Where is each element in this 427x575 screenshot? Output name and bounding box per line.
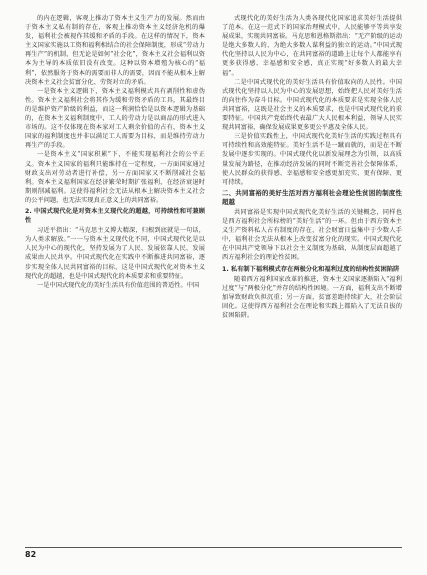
paragraph: 三是价值实践性上，中国式现代化美好生活的实践过程具有可持续性和高效能特征。美好生活不是一蹴而就的，而是在不断发展中逐步实现的。中国式现代化以新发展理念为引领，以高质量发展为路径，在推动经济发展的同时不断完善社会保障体系，使人民群众的获得感、幸福感和安全感更加充实、更有保障、更可持续。	[222, 133, 402, 186]
subsection-heading: 2. 中国式现代化是对资本主义现代化的超越，可持续性和可兼顾性	[25, 207, 205, 225]
paragraph: 的内在逻辑，客观上推动了资本主义生产力的发展。然而由于资本主义私有制的存在，客观上推动资本主义经济危机的爆发，福利社会被视作其缓和矛盾的手段。在这样的情况下，资本主义国家实施以工资和福利相结合的社会保障制度，形成“劳动力再生产”的机制，但无论是如何“社会化”，资本主义社会福利以资本为主导的本质依旧没有改变。这种以资本增殖为核心的“福利”，依然服务于资本的需要而非人的需要，因而不能从根本上解决资本主义社会贫富分化、劳资对立的矛盾。	[25, 15, 205, 86]
section-heading: 二、共同富裕的美好生活对西方福利社会理论性贫困的制度性超越	[222, 188, 402, 206]
subsection-heading: 1. 私有制下福利模式存在两极分化和福利过度的结构性贫困陷阱	[222, 265, 400, 273]
right-column	[222, 14, 402, 320]
paragraph: 一是中国式现代化的美好生活具有价值范围的普适性。中国	[37, 281, 200, 289]
paragraph: 随着西方福利国家改革的推进，资本主义国家逐渐陷入“福利过度”与“两极分化”并存的结构性困境。一方面，福利支出不断增加导致财政负担沉重；另一方面，贫富差距持续扩大，社会阶层固化。这使得西方福利社会在理论和实践上都陷入了无法自拔的贫困陷阱。	[222, 275, 402, 319]
paragraph: 式现代化的美好生活为人类各现代化国家追求美好生活提供了范本。在这一范式下的国家治理模式中，人民能够平等共享发展成果，实现共同富裕。马克思和恩格斯指出：“无产阶级的运动是绝大多数人的、为绝大多数人谋利益的独立的运动。”中国式现代化坚持以人民为中心，在共同富裕的道路上让每个人都能享有更多获得感、幸福感和安全感，真正实现“好多数人的最大幸福”。	[222, 15, 402, 77]
page-number: 82	[25, 550, 37, 559]
paragraph: 一是资本主义“国家积累”下，不能实现福利社会的公平正义。资本主义国家的福利只能维持在一定程度，一方面国家通过财政支出对劳动者进行补偿，另一方面国家又不断削减社会福利。资本主义福利国家在经济繁荣时期扩张福利，在经济衰退时期则削减福利。这使得福利社会无法从根本上解决资本主义社会的公平问题，也无法实现真正意义上的共同富裕。	[25, 151, 205, 204]
left-column	[25, 14, 205, 290]
footer-divider	[25, 547, 402, 548]
paragraph: 一是资本主义逻辑下，资本主义福利模式具有剥削性和虚伪性。资本主义福利社会将其作为缓和劳资矛盾的工具，其最终目的是维护资产阶级的利益，而这一利润恰恰是以资本逻辑为基础的，在资本主义福利制度中，工人的劳动力是以商品的形式进入市场的。这不仅体现在资本家对工人剩余价值的占有，资本主义国家的福利制度也并非以满足工人需要为目标，而是维持劳动力再生产的手段。	[25, 87, 205, 150]
paragraph: 共同富裕是实现中国式现代化美好生活的关键概念，同样也是西方福利社会所标榜的“美好生活”的一环。但由于西方资本主义生产资料私人占有制度的存在，社会财富日益集中于少数人手中，福利社会无法从根本上改变贫富分化的现实。中国式现代化在中国共产党领导下以社会主义制度为基础，从制度层面超越了西方福利社会的理论性贫困。	[222, 208, 402, 262]
paragraph: 二是中国式现代化的美好生活具有价值取向的人民性。中国式现代化坚持以人民为中心的发展思想，始终把人民对美好生活的向往作为奋斗目标。中国式现代化的本质要求是实现全体人民共同富裕，这既是社会主义的本质要求，也是中国式现代化的重要特征。中国共产党始终代表最广大人民根本利益，领导人民实现共同富裕，确保发展成果更多更公平惠及全体人民。	[222, 78, 402, 132]
paragraph: 习近平指出：“马克思主义博大精深，归根到底就是一句话，为人类求解放。”一一与资本主义现代化不同，中国式现代化是以人民为中心的现代化，坚持发展为了人民、发展依靠人民、发展成果由人民共享。中国式现代化在实践中不断推进共同富裕，逐步实现全体人民共同富裕的目标，这是中国式现代化对资本主义现代化的超越，也是中国式现代化的本质要求和重要特征。	[25, 227, 205, 280]
